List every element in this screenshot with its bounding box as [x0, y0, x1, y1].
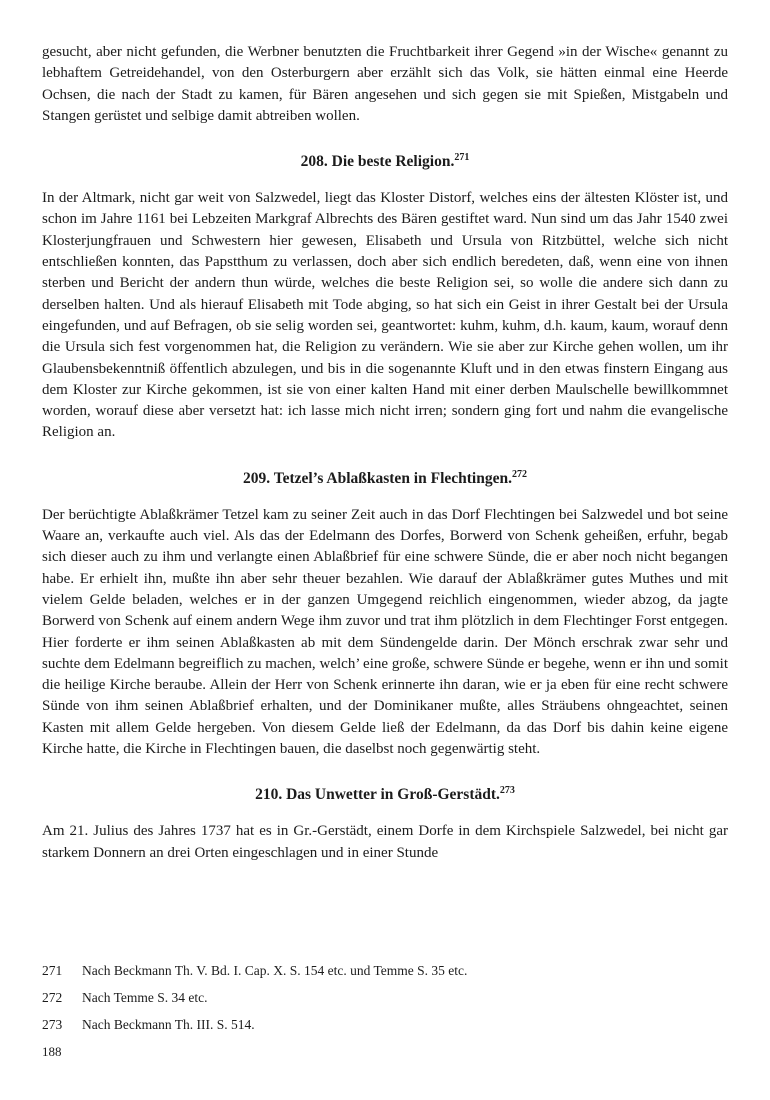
footnote-273: [42, 1016, 728, 1033]
section-208-paragraph: In der Altmark, nicht gar weit von Salzwedel, liegt das Kloster Distorf, welches eins der ältesten Klöster ist, und schon im Jahre 1161 bei Lebzeiten Markgraf Albrechts des Bären gestiftet ward. Nun sind um das Jahr 1540 zwei Klosterjungfrauen und Schwestern hier gewesen, Elisabeth und Ursula von Ritzbüttel, welche sich nicht entschließen konnten, das Papstthum zu verlassen, doch aber sich endlich beredeten, daß, wenn eine von ihnen sterben und Bericht der andern thun würde, welches die beste Religion sei, so wolle die andere sich dann zu derselben halten. Und als hierauf Elisabeth mit Tode abging, so hat sich ein Geist in ihrer Gestalt bei der Ursula eingefunden, und auf Befragen, ob sie selig worden sei, geantwortet: kuhm, kuhm, d.h. kaum, kaum, worauf denn die Ursula sich fest vorgenommen hat, die Religion zu verändern. Wie sie aber zur Kirche gehen wollen, um ihr Glaubensbekenntniß öffentlich abzulegen, und bis in die sogenannte Kluft und in den etwas finstern Eingang aus dem Kloster zur Kirche gekommen, ist sie von einer kalten Hand mit einer derben Maulschelle bewillkommnet worden, worauf diese aber versetzt hat: ich lasse mich nicht irren; sondern ging fort und nahm die evangelische Religion an.: [42, 190, 728, 441]
footnote-272: [42, 989, 728, 1006]
intro-paragraph: gesucht, aber nicht gefunden, die Werbner benutzten die Fruchtbarkeit ihrer Gegend »in der Wische« genannt zu lebhaftem Getreidehandel, von den Osterburgern aber erzählt sich das Volk, sie hätten einmal eine Heerde Ochsen, die nach der Stadt zu kamen, für Bären angesehen und sich gegen sie mit Spießen, Mistgabeln und Stangen gerüstet und selbige damit abtreiben wollen.: [42, 44, 728, 124]
section-210-paragraph: Am 21. Julius des Jahres 1737 hat es in Gr.-Gerstädt, einem Dorfe in dem Kirchspiele Salzwedel, bei nicht gar starkem Donnern an drei Orten eingeschlagen und in einer Stunde: [42, 823, 728, 861]
footnote-number: 273: [42, 1017, 63, 1032]
footnote-271: [42, 962, 728, 979]
footnote-number: 271: [42, 963, 63, 978]
footnote-ref-273: 273: [499, 785, 515, 797]
section-heading-208-text: 208. Die beste Religion.: [300, 153, 455, 171]
section-heading-210: [42, 784, 728, 805]
footnotes-block: [42, 962, 728, 1043]
section-heading-208: [42, 151, 728, 172]
footnote-text: Nach Beckmann Th. V. Bd. I. Cap. X. S. 154 etc. und Temme S. 35 etc.: [82, 963, 468, 978]
footnote-ref-271: 271: [454, 152, 470, 164]
section-heading-209-text: 209. Tetzel’s Ablaßkasten in Flechtingen.: [243, 469, 512, 487]
footnote-text: Nach Temme S. 34 etc.: [82, 990, 208, 1005]
footnote-text: Nach Beckmann Th. III. S. 514.: [82, 1017, 255, 1032]
section-heading-210-text: 210. Das Unwetter in Groß-Gerstädt.: [255, 786, 500, 804]
page-number: 188: [42, 1044, 62, 1059]
section-heading-209: [42, 468, 728, 489]
footnote-number: 272: [42, 990, 63, 1005]
section-209-paragraph: Der berüchtigte Ablaßkrämer Tetzel kam zu seiner Zeit auch in das Dorf Flechtingen bei Salzwedel und bot seine Waare an, verkaufte auch viel. Als das der Edelmann des Dorfes, Borwerd von Schenk geheißen, erfuhr, begab sich dieser auch zu ihm und verlangte einen Ablaßbrief für eine schwere Sünde, die er aber noch nicht begangen habe. Er erhielt ihn, mußte ihn aber sehr theuer bezahlen. Wie darauf der Ablaßkrämer gutes Muthes und mit vielem Gelde beladen, welches er in der ganzen Umgegend reichlich eingenommen, wieder abzog, da jagte Borwerd von Schenk auf einem andern Wege ihm zuvor und trat ihm plötzlich in dem Flechtinger Forst entgegen. Hier forderte er ihm seinen Ablaßkasten ab mit dem Sündengelde darin. Der Mönch erschrak zwar sehr und suchte dem Edelmann begreiflich zu machen, welch’ eine große, schwere Sünde er begehe, wenn er ihn und somit die heilige Kirche beraube. Allein der Herr von Schenk erinnerte ihn daran, wie er ja eben für eine recht schwere Sünde von ihm seinen Ablaßbrief erhalten, und der Dominikaner mußte, alles Sträubens ohngeachtet, seinen Kasten mit allem Gelde hergeben. Von diesem Gelde ließ der Edelmann, da das Dorf bis dahin keine eigene Kirche hatte, die Kirche in Flechtingen bauen, die daselbst noch gegenwärtig steht.: [42, 506, 728, 758]
footnote-ref-272: 272: [511, 468, 527, 480]
